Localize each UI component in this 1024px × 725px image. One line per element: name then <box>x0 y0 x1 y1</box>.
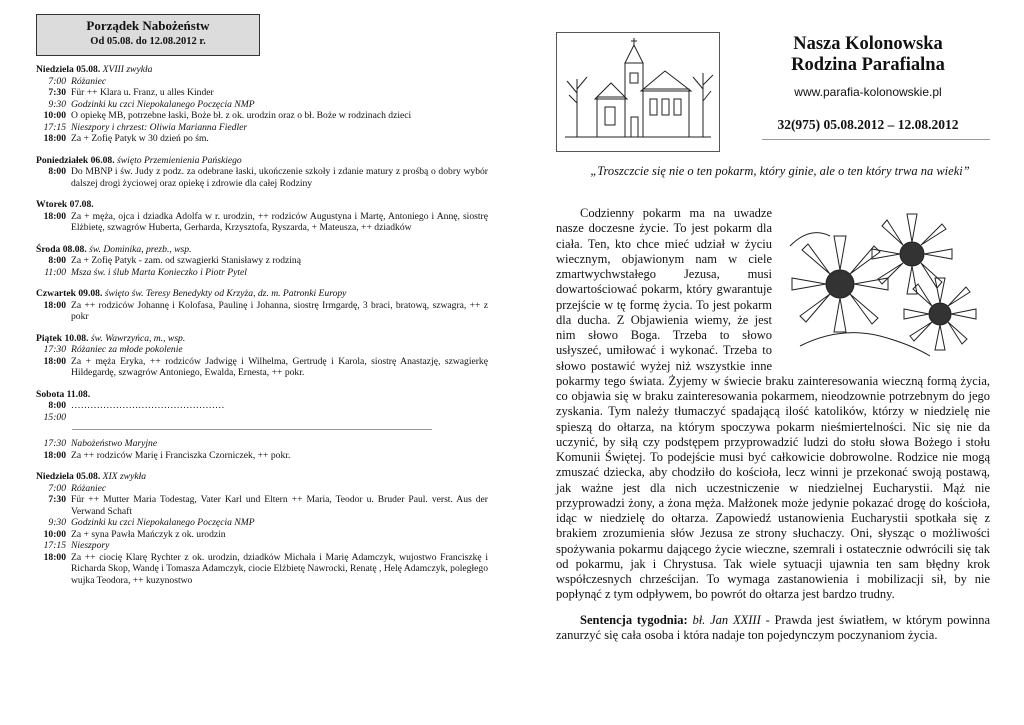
entry-text: Za ++ ciocię Klarę Rychter z ok. urodzin, dziadków Michała i Marię Adamczyk, wujostwo Franciszkę i Richarda Skop, Wandę i Tomasza Adamczyk, ciocie Elżbietę Nawrocki, Renatę , Helę Adamczyk, poległego wujka Teodora, ++ kuzynostwo <box>71 551 488 586</box>
parish-website: www.parafia-kolonowskie.pl <box>794 85 942 99</box>
schedule-day <box>36 471 488 586</box>
entry-time: 18:00 <box>43 551 66 563</box>
schedule-entry <box>36 211 488 234</box>
article-body: Codzienny pokarm ma na uwadze nasze doczesne życie. To jest pokarm dla ciała. Ten, kto chce mieć udział w życiu wiecznym, objawionym nam w ciele zmartwychwstałego Jezusa, musi dowartościować pokarm, który gwarantuje przejście w tę formę życia. To jest pokarm dla ducha. Z Objawienia wiemy, że jest nim słowo Boga. Trzeba to słowo usłyszeć, umiłować i wykonać. Trzeba to słowo postawić wyżej niż wszystkie inne pokarmy tego świata. Żyjemy w świecie braku zainteresowania wieczną formą życia, co objawia się w braku zainteresowania pokarmem, nieodzownie potrzebnym do jego zyskania. Tym należy tłumaczyć spadającą ilość katolików, którzy w niedzielę nie spieszą do ołtarza, na którym spoczywa pokarm nieśmiertelności. Nic się nie da uczynić, by siłą czy podstępem przyprowadzić ludzi do stołu słowa Bożego i stołu Komunii Świętej. To podejście musi być całkowicie dobrowolne. Rodzice nie mogą zmuszać dziecka, aby chodziło do kościoła, lecz winni je przekonać swoją postawą, jak ważne jest dla nich uczestniczenie w niedzielnej Eucharystii. Mąż nie przyprowadzi żony, a żona męża. Małżonek może jedynie pokazać drogę do kościoła, idąc w niedzielę do ołtarza. Zapowiedź ustanowienia Eucharystii spotkała się z brakiem zrozumienia słów Jezusa ze strony słuchaczy. Oni, słysząc o możliwości spożywania pokarmu dającego życie wieczne, szemrali i ostatecznie odwrócili się tak od pokarmu, jak i Chrystusa. Tak wiele sytuacji ujawnia ten sam błędny krok współczesnych chrześcijan. To wymaga zastanowienia i mobilizacji sił, by nie popłynąć z tym odpływem, bo powrót do ołtarza jest bardzo trudny. <box>556 206 990 602</box>
day-feast: św. Dominika, prezb., wsp. <box>89 243 192 255</box>
schedule-entry <box>36 255 488 267</box>
paper-name-line2: Rodzina Parafialna <box>791 55 945 75</box>
entry-text: Różaniec za młode pokolenie <box>71 344 183 355</box>
entry-text: Do MBNP i św. Judy z podz. za odebrane łaski, ukończenie szkoły i zdanie matury z prośbą o dobry wybór dalszej drogi życiowej oraz opiekę i zdrowie dla całej Rodziny <box>71 166 488 189</box>
entry-time: 18:00 <box>43 133 66 144</box>
entry-text: Für ++ Klara u. Franz, u alles Kinder <box>71 87 214 98</box>
schedule-days <box>36 64 488 596</box>
schedule-entry <box>36 483 488 495</box>
schedule-entry <box>36 494 488 517</box>
day-heading <box>36 64 488 76</box>
schedule-day <box>36 155 488 190</box>
entry-text: Za + Zofię Patyk - zam. od szwagierki Stanisławy z rodziną <box>71 255 301 266</box>
day-heading <box>36 333 488 345</box>
schedule-day <box>36 64 488 145</box>
entry-time: 17:15 <box>43 540 66 551</box>
entry-time: 10:00 <box>43 528 66 540</box>
schedule-entry <box>36 517 488 529</box>
entry-time: 17:30 <box>43 438 66 449</box>
entry-text: Nieszpory <box>71 540 110 551</box>
entry-text: ………………………………………… <box>71 400 225 411</box>
entry-time: 7:00 <box>48 482 66 494</box>
sentence-colon: : <box>683 612 688 627</box>
sentence-author: bł. Jan XXIII - <box>692 612 770 627</box>
schedule-day <box>36 288 488 323</box>
masthead-rule <box>762 139 990 140</box>
entry-time: 9:30 <box>48 517 66 528</box>
day-date: Niedziela 05.08. <box>36 64 101 75</box>
schedule-entry <box>36 400 488 412</box>
entry-time: 18:00 <box>43 449 66 461</box>
schedule-day <box>36 199 488 234</box>
flower-drawing <box>780 206 990 364</box>
entry-text: Za ++ rodziców Johannę i Kolofasa, Paulinę i Johanna, siostrę Irmgardę, 3 braci, bratową, szwagra, ++ z pokr <box>71 299 488 322</box>
schedule-title: Porządek Nabożeństw <box>86 18 210 33</box>
day-date: Czwartek 09.08. <box>36 288 103 299</box>
schedule-entry <box>36 87 488 99</box>
schedule-entry <box>36 110 488 122</box>
entry-time: 8:00 <box>48 166 66 177</box>
entry-text: Różaniec <box>71 75 107 87</box>
flower-illustration <box>780 206 990 364</box>
schedule-entry <box>36 133 488 145</box>
entry-time: 9:30 <box>48 98 66 110</box>
entry-text: Za + męża Eryka, ++ rodziców Jadwigę i Wilhelma, Gertrudę i Karola, siostrę Anastazję, szwagierkę Hildegardę, szwagrów Antoniego, Ewalda, Ernesta, ++ pokr. <box>71 355 488 378</box>
entry-time: 15:00 <box>43 411 66 423</box>
entry-time: 17:15 <box>43 121 66 133</box>
entry-text <box>71 412 488 424</box>
schedule-entry <box>36 76 488 88</box>
sentence-label: Sentencja tygodnia <box>580 612 684 627</box>
day-heading <box>36 471 488 483</box>
sentence-of-week <box>556 613 990 644</box>
day-feast: XIX zwykła <box>102 471 147 482</box>
schedule-range: Od 05.08. do 12.08.2012 r. <box>90 36 206 47</box>
entry-time: 7:00 <box>48 75 66 87</box>
day-heading <box>36 244 488 256</box>
article <box>556 206 990 643</box>
entry-text: Różaniec <box>71 482 107 494</box>
schedule-entry <box>36 552 488 587</box>
schedule-day <box>36 244 488 279</box>
entry-time: 8:00 <box>48 400 66 411</box>
day-heading <box>36 155 488 167</box>
entry-text: Für ++ Mutter Maria Todestag, Vater Karl und Eltern ++ Maria, Teodor u. Bruder Paul. verst. Aus der Verwand Schaft <box>71 494 488 517</box>
entry-time: 18:00 <box>43 355 66 367</box>
entry-time: 7:30 <box>48 494 66 505</box>
day-heading <box>36 288 488 300</box>
church-drawing <box>557 33 719 151</box>
entry-text: Za + Zofię Patyk w 30 dzień po śm. <box>71 133 209 144</box>
day-heading <box>36 389 488 401</box>
issue-number: 32(975) 05.08.2012 – 12.08.2012 <box>777 117 959 132</box>
schedule-divider <box>72 429 432 430</box>
entry-text: Godzinki ku czci Niepokalanego Poczęcia NMP <box>71 517 255 528</box>
entry-text: Nabożeństwo Maryjne <box>71 438 158 449</box>
entry-time: 17:30 <box>43 344 66 355</box>
day-feast: święto św. Teresy Benedykty od Krzyża, dz. m. Patronki Europy <box>104 288 347 299</box>
schedule-entry <box>36 267 488 279</box>
paper-masthead <box>746 34 990 133</box>
schedule-day <box>36 333 488 379</box>
day-feast: XVIII zwykła <box>102 64 153 75</box>
schedule-entry <box>36 166 488 189</box>
entry-time: 10:00 <box>43 110 66 121</box>
day-date: Środa 08.08. <box>36 243 87 255</box>
schedule-entry <box>36 99 488 111</box>
entry-text: Za + syna Pawła Mańczyk z ok. urodzin <box>71 528 226 540</box>
entry-time: 7:30 <box>48 87 66 98</box>
day-date: Piątek 10.08. <box>36 332 89 344</box>
entry-time: 18:00 <box>43 299 66 311</box>
entry-text: Za ++ rodziców Marię i Franciszka Czorniczek, ++ pokr. <box>71 449 291 461</box>
article-column <box>556 14 990 720</box>
day-date: Poniedziałek 06.08. <box>36 154 115 166</box>
schedule-entry <box>36 356 488 379</box>
day-date: Sobota 11.08. <box>36 388 91 400</box>
day-date: Niedziela 05.08. <box>36 471 101 482</box>
entry-text: Msza św. i ślub Marta Konieczko i Piotr Pytel <box>71 266 247 278</box>
day-feast: święto Przemienienia Pańskiego <box>117 154 242 166</box>
entry-time: 8:00 <box>48 255 66 266</box>
schedule-entry <box>36 412 488 424</box>
entry-text: Za + męża, ojca i dziadka Adolfa w r. urodzin, ++ rodziców Augustyna i Martę, Antoniego i Annę, siostrę Elżbietę, szwagrów Huberta, Gerharda, Krzysztofa, Ryszarda, + Mateusza, ++ dziadków <box>71 210 488 233</box>
day-heading <box>36 199 488 211</box>
schedule-entry <box>36 450 488 462</box>
paper-name-line1: Nasza Kolonowska <box>793 34 943 54</box>
entry-time: 18:00 <box>43 210 66 222</box>
schedule-entry <box>36 438 488 450</box>
entry-text: Nieszpory i chrzest: Oliwia Marianna Fiedler <box>71 121 248 133</box>
entry-time: 11:00 <box>44 266 66 278</box>
entry-text: Godzinki ku czci Niepokalanego Poczęcia NMP <box>71 98 255 110</box>
schedule-column <box>36 14 488 720</box>
sentence-text: Prawda jest światłem, w którym powinna zanurzyć się cała osoba i która nadaje ton pojedynczym poczynaniom życia. <box>556 612 990 642</box>
schedule-entry <box>36 529 488 541</box>
entry-text: O opiekę MB, potrzebne łaski, Boże bł. z ok. urodzin oraz o bł. Boże w rodzinach dzieci <box>71 110 412 121</box>
motto-quote: „Troszczcie się nie o ten pokarm, który ginie, ale o ten który trwa na wieki” <box>590 164 970 178</box>
schedule-entry <box>36 344 488 356</box>
schedule-day <box>36 389 488 462</box>
church-illustration <box>556 32 720 152</box>
schedule-entry <box>36 540 488 552</box>
day-date: Wtorek 07.08. <box>36 199 94 210</box>
schedule-title-box <box>36 14 260 56</box>
schedule-entry <box>36 300 488 323</box>
schedule-entry <box>36 122 488 134</box>
day-feast: św. Wawrzyńca, m., wsp. <box>90 332 186 344</box>
